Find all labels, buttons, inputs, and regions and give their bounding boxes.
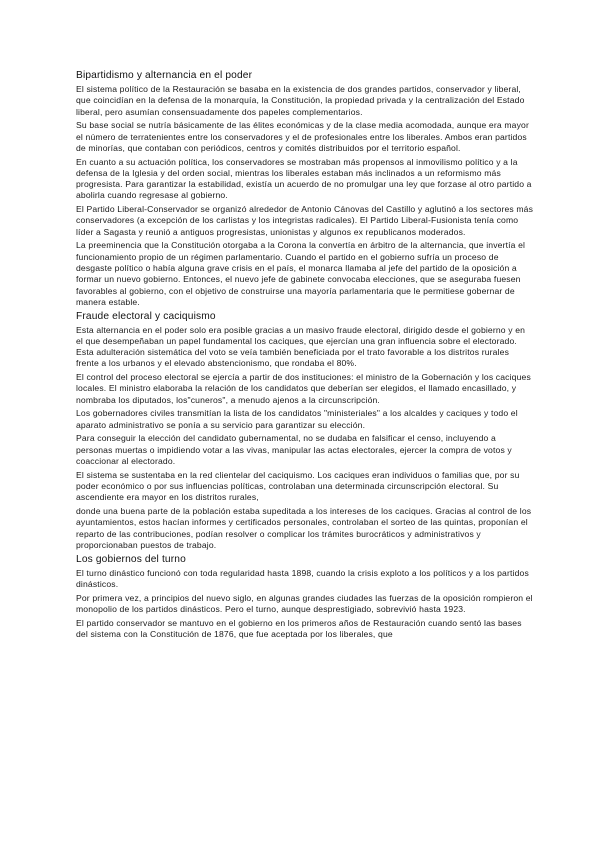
- section-heading: Bipartidismo y alternancia en el poder: [76, 70, 253, 81]
- paragraph: El control del proceso electoral se ejercía a partir de dos instituciones: el ministro de la Gobernación y los caciques locales. El ministro elaboraba la relación de los candidatos que deberían ser elegidos, el llamado encasillado, y nombraba los diputados, los"cuneros", a menudo ajenos a la circunscripción.: [76, 372, 531, 405]
- paragraph: El Partido Liberal-Conservador se organizó alrededor de Antonio Cánovas del Castillo y aglutinó a los sectores más conservadores (a excepción de los carlistas y los integristas radicales). El Partido Liberal-Fusionista tenía como líder a Sagasta y reunió a antiguos progresistas, unionistas y algunos ex republicanos moderados.: [76, 204, 534, 237]
- section-heading: Fraude electoral y caciquismo: [76, 310, 216, 322]
- paragraph: La preeminencia que la Constitución otorgaba a la Corona la convertía en árbitro de la alternancia, que invertía el funcionamiento propio de un régimen parlamentario. Cuando el partido en el gobierno sufría un proceso de desgaste político o había alguna grave crisis en el país, el monarca llamaba al jefe del partido de la oposición a formar un nuevo gobierno. Entonces, el nuevo jefe de gabinete convocaba elecciones, que se aseguraba fuesen favorables al gobierno, con el objetivo de construirse una mayoría parlamentaria que le permitiese gobernar de manera estable.: [76, 240, 526, 307]
- section-heading: Los gobiernos del turno: [76, 553, 186, 565]
- paragraph: El sistema se sustentaba en la red clientelar del caciquismo. Los caciques eran individuos o familias que, por su poder económico o por sus influencias políticas, controlaban una determinada circunscripción electoral. Su ascendiente era mayor en los distritos rurales,: [76, 469, 520, 503]
- paragraph: En cuanto a su actuación política, los conservadores se mostraban más propensos al inmovilismo político y a la defensa de la Iglesia y del orden social, mientras los liberales estaban más inclinados a un reformismo más progresista. Para garantizar la estabilidad, existía un acuerdo de no promulgar una ley que forzase al otro partido a abolirla cuando regresase al gobierno.: [76, 156, 532, 201]
- paragraph: Su base social se nutría básicamente de las élites económicas y de la clase media acomodada, aunque era mayor el número de terratenientes entre los conservadores y el de profesionales entre los liberales. Ambos eran partidos de minorías, que contaban con periódicos, centros y comités distribuidos por el territorio español.: [76, 120, 529, 153]
- paragraph: Los gobernadores civiles transmitían la lista de los candidatos "ministeriales" a los alcaldes y caciques y todo el aparato administrativo se ponía a su servicio para garantizar su elección.: [76, 408, 518, 430]
- paragraph: Por primera vez, a principios del nuevo siglo, en algunas grandes ciudades las fuerzas de la oposición rompieron el monopolio de los partidos dinásticos. Pero el turno, aunque desprestigiado, sobrevivió hasta 1923.: [76, 592, 533, 614]
- paragraph: Esta alternancia en el poder solo era posible gracias a un masivo fraude electoral, dirigido desde el gobierno y en el que desempeñaban un papel fundamental los caciques, que ejercían una gran influencia sobre el electorado. Esta adulteración sistemática del voto se veía también beneficiada por el trato favorable a los distritos rurales frente a los urbanos y el elevado abstencionismo, que rondaba el 80%.: [76, 324, 526, 369]
- paragraph: El turno dinástico funcionó con toda regularidad hasta 1898, cuando la crisis exploto a los políticos y a los partidos dinásticos.: [76, 567, 529, 589]
- paragraph: Para conseguir la elección del candidato gubernamental, no se dudaba en falsificar el censo, incluyendo a personas muertas o impidiendo votar a las vivas, manipular las actas electorales, ejercer la compra de votos y coaccionar al electorado.: [76, 433, 512, 467]
- paragraph: El partido conservador se mantuvo en el gobierno en los primeros años de Restauración cuando sentó las bases del sistema con la Constitución de 1876, que fue aceptada por los liberales, que: [76, 617, 522, 639]
- paragraph: donde una buena parte de la población estaba supeditada a los intereses de los caciques. Gracias al control de los ayuntamientos, estos hacían informes y certificados personales, controlaban el sorteo de las quintas, proponían el reparto de las contribuciones, podían resolver o complicar los trámites burocráticos y administrativos y proporcionaban puestos de trabajo.: [76, 506, 532, 550]
- document-page: [76, 70, 534, 643]
- paragraph: El sistema político de la Restauración se basaba en la existencia de dos grandes partidos, conservador y liberal, que coincidían en la defensa de la monarquía, la Constitución, la propiedad privada y la centralización del Estado liberal, pero asumían consensuadamente dos papeles complementarios.: [76, 84, 525, 117]
